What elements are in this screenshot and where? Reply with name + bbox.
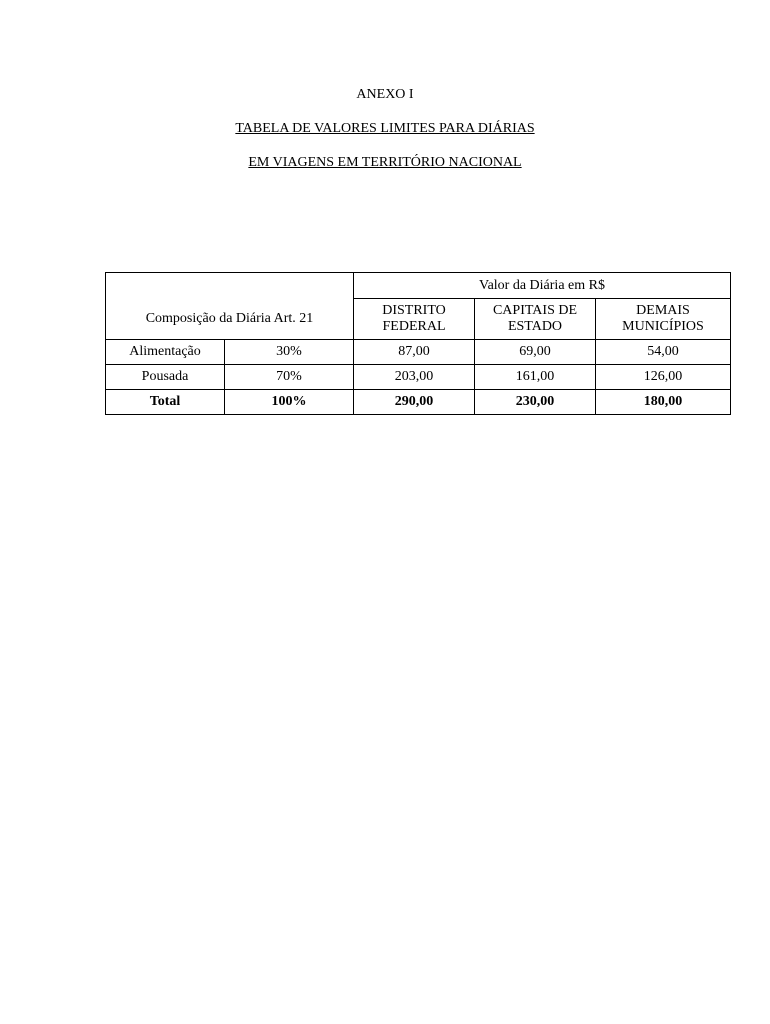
row-percent: 30% bbox=[225, 340, 354, 365]
column-header-label: DEMAIS MUNICÍPIOS bbox=[622, 303, 704, 334]
column-header-capitais bbox=[475, 299, 596, 340]
table-row-total bbox=[106, 390, 731, 415]
table-subtitle: EM VIAGENS EM TERRITÓRIO NACIONAL bbox=[248, 155, 522, 170]
row-value: 161,00 bbox=[475, 365, 596, 390]
table-row-pousada bbox=[106, 365, 731, 390]
column-header-distrito-federal bbox=[354, 299, 475, 340]
table-column-header-row bbox=[106, 299, 731, 340]
daily-value-header: Valor da Diária em R$ bbox=[354, 273, 731, 299]
row-value: 54,00 bbox=[596, 340, 731, 365]
row-value: 69,00 bbox=[475, 340, 596, 365]
row-label: Total bbox=[106, 390, 225, 415]
table-corner-cell bbox=[106, 273, 354, 299]
table-row-alimentacao bbox=[106, 340, 731, 365]
column-header-label: DISTRITO FEDERAL bbox=[382, 303, 446, 334]
row-value: 290,00 bbox=[354, 390, 475, 415]
annex-title: ANEXO I bbox=[356, 87, 414, 102]
row-value: 126,00 bbox=[596, 365, 731, 390]
table-title: TABELA DE VALORES LIMITES PARA DIÁRIAS bbox=[235, 121, 535, 136]
daily-allowance-table bbox=[105, 272, 731, 415]
table-group-header-row bbox=[106, 273, 731, 299]
composition-header: Composição da Diária Art. 21 bbox=[106, 299, 354, 340]
column-header-demais bbox=[596, 299, 731, 340]
column-header-label: CAPITAIS DE ESTADO bbox=[492, 303, 578, 334]
row-percent: 100% bbox=[225, 390, 354, 415]
row-value: 203,00 bbox=[354, 365, 475, 390]
row-value: 87,00 bbox=[354, 340, 475, 365]
row-percent: 70% bbox=[225, 365, 354, 390]
row-label: Pousada bbox=[106, 365, 225, 390]
row-value: 180,00 bbox=[596, 390, 731, 415]
row-value: 230,00 bbox=[475, 390, 596, 415]
row-label: Alimentação bbox=[106, 340, 225, 365]
